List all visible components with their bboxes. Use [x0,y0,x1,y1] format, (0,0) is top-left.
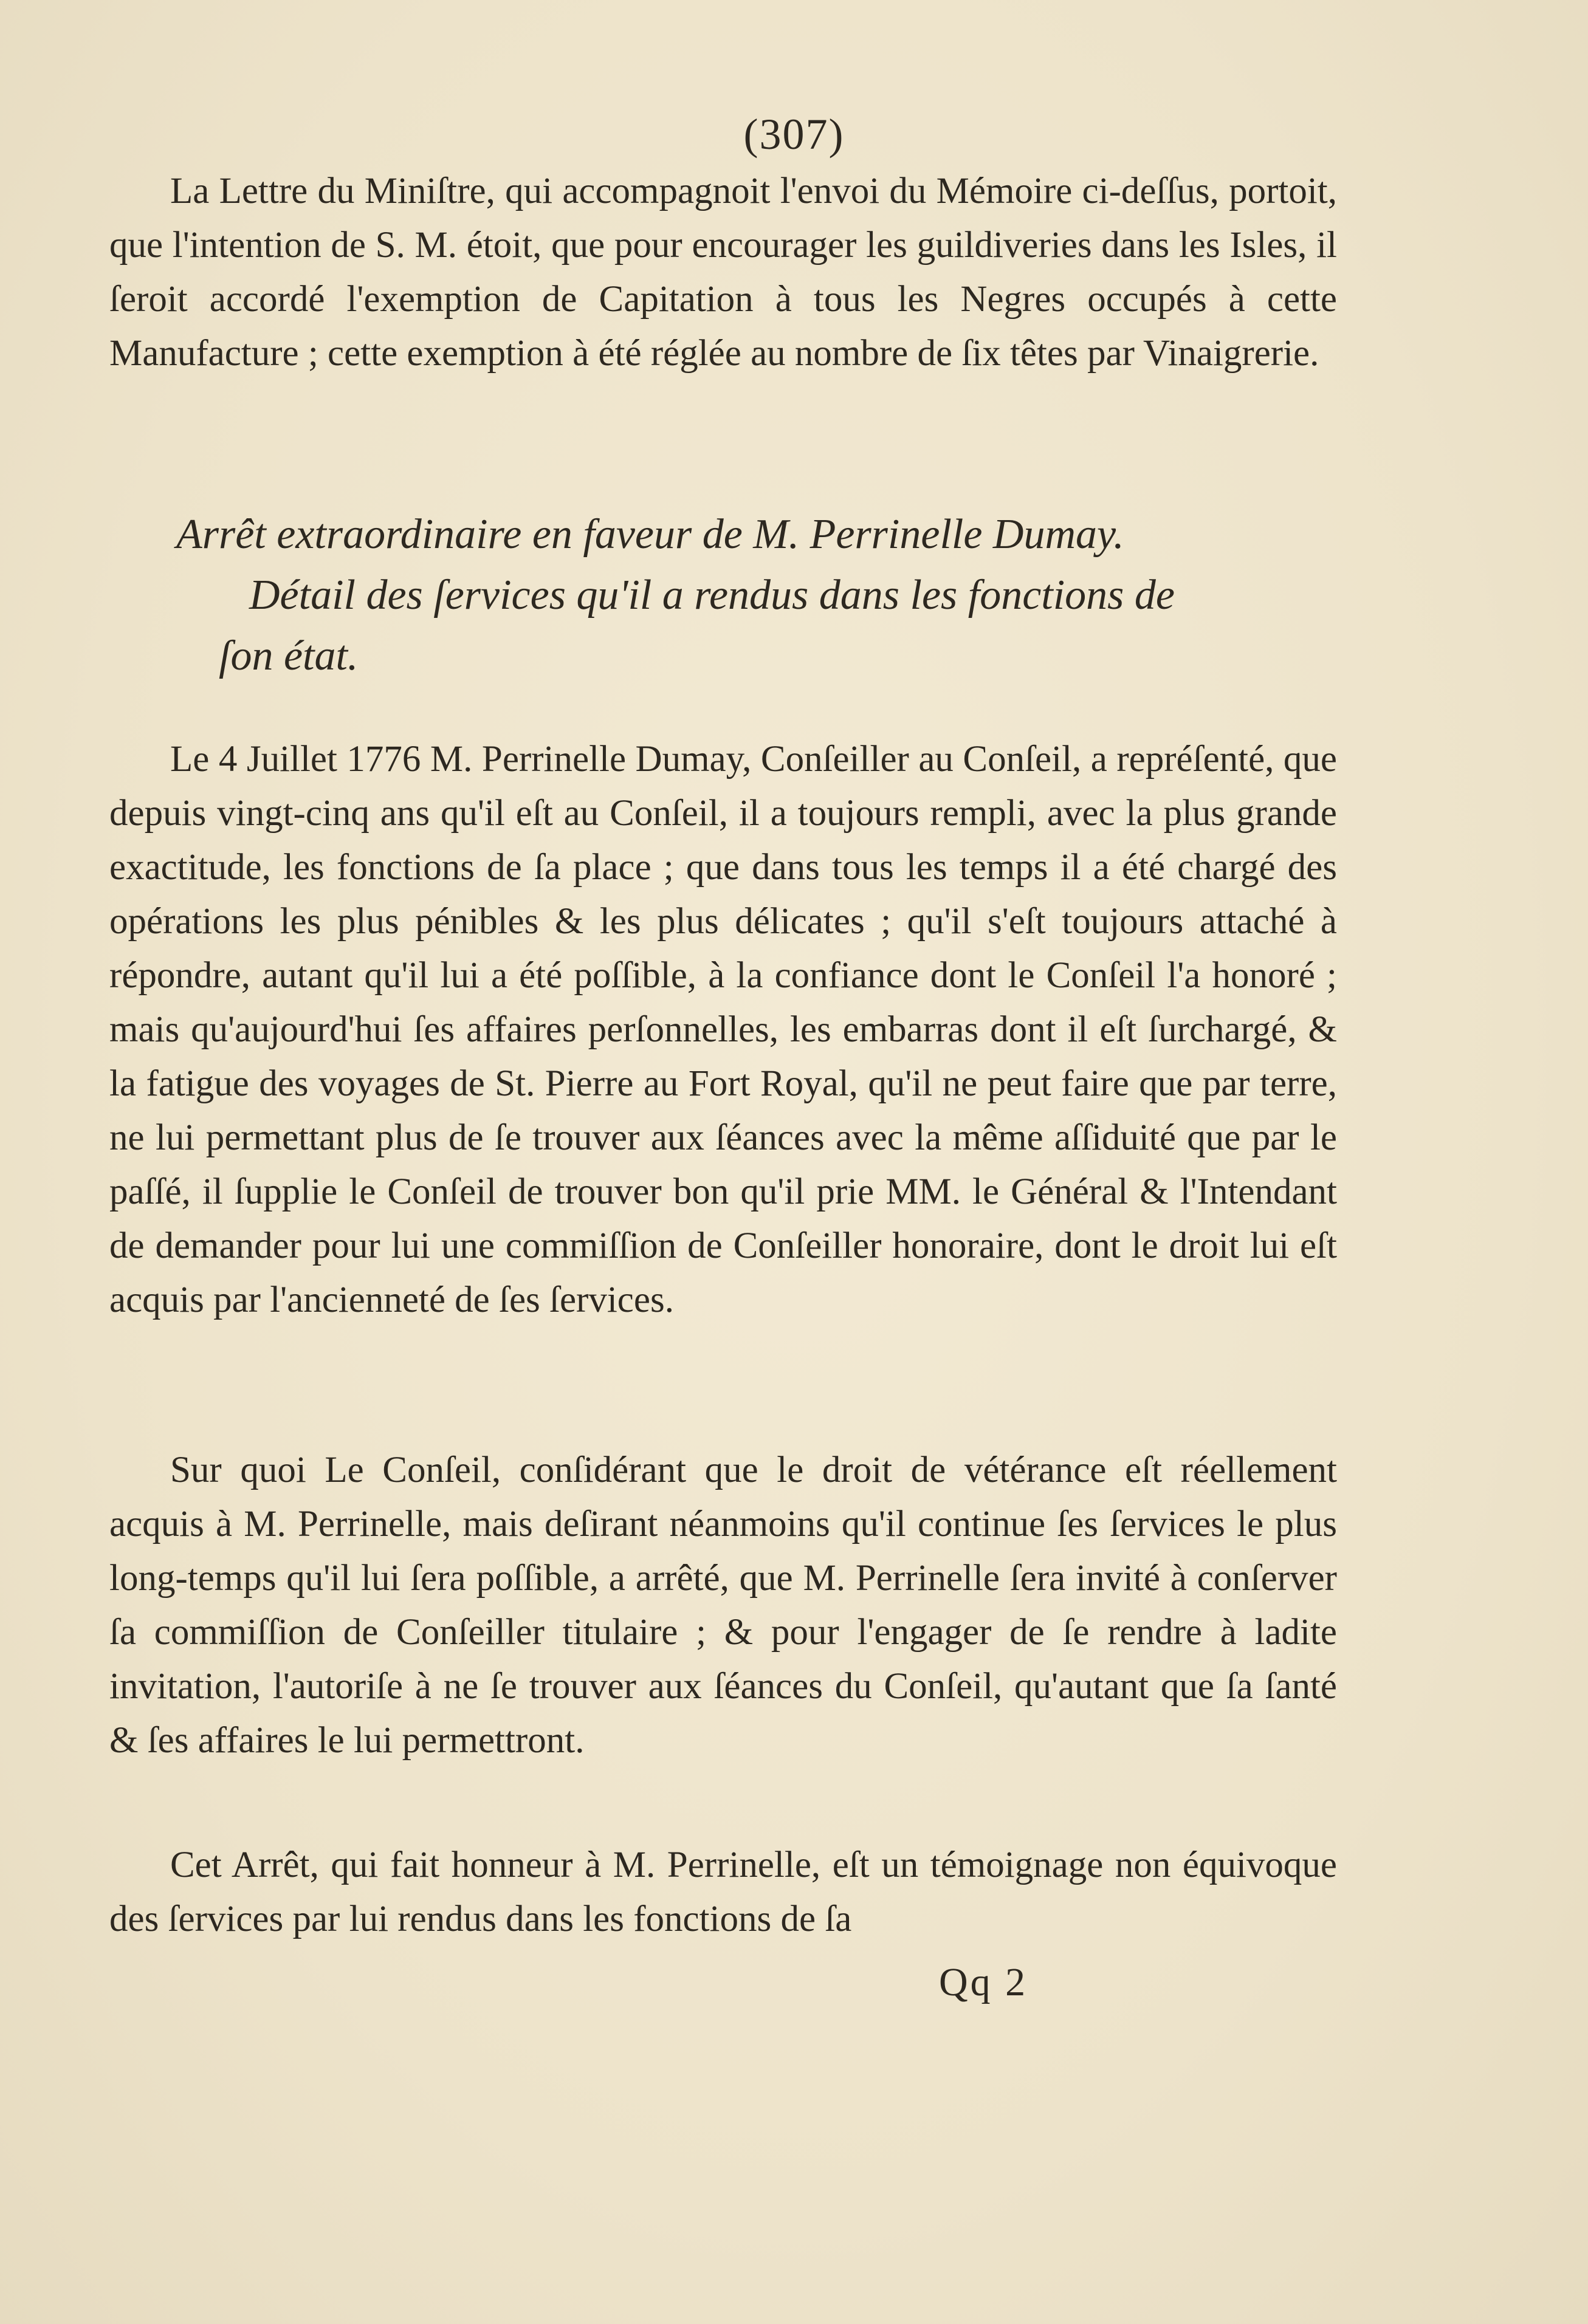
heading-line-1: Arrêt extraordinaire en faveur de M. Perrinelle Dumay. [176,511,1124,558]
heading-line-2: Détail des ſervices qu'il a rendus dans les fonctions de [249,572,1175,619]
paragraph-ministre-letter: La Lettre du Miniſtre, qui accompagnoit l'envoi du Mémoire ci-deſſus, portoit, que l'intention de S. M. étoit, que pour encourager les guildiveries dans les Isles, il ſeroit accordé l'exemption de Capitation à tous les Negres occupés à cette Manufacture ; cette exemption à été réglée au nombre de ſix têtes par Vinaigrerie. [109,171,1337,374]
heading-line-3: ſon état. [219,632,359,679]
paragraph-conclusion: Cet Arrêt, qui fait honneur à M. Perrinelle, eſt un témoignage non équivoque des ſervices par lui rendus dans les fonctions de ſa [109,1845,1337,1939]
signature-mark: Qq 2 [939,1960,1028,2004]
page-number: (307) [743,110,845,159]
paragraph-representation: Le 4 Juillet 1776 M. Perrinelle Dumay, Conſeiller au Conſeil, a repréſenté, que depuis vingt-cinq ans qu'il eſt au Conſeil, il a toujours rempli, avec la plus grande exactitude, les fonctions de ſa place ; que dans tous les temps il a été chargé des opérations les plus pénibles & les plus délicates ; qu'il s'eſt toujours attaché à répondre, autant qu'il lui a été poſſible, à la confiance dont le Conſeil l'a honoré ; mais qu'aujourd'hui ſes affaires perſonnelles, les embarras dont il eſt ſurchargé, & la fatigue des voyages de St. Pierre au Fort Royal, qu'il ne peut faire que par terre, ne lui permettant plus de ſe trouver aux ſéances avec la même aſſiduité que par le paſſé, il ſupplie le Conſeil de trouver bon qu'il prie MM. le Général & l'Intendant de demander pour lui une commiſſion de Conſeiller honoraire, dont le droit lui eſt acquis par l'ancienneté de ſes ſervices. [109,739,1337,1320]
section-heading [176,504,1343,687]
paragraph-decision: Sur quoi Le Conſeil, conſidérant que le droit de vétérance eſt réellement acquis à M. Perrinelle, mais deſirant néanmoins qu'il continue ſes ſervices le plus long-temps qu'il lui ſera poſſible, a arrêté, que M. Perrinelle ſera invité à conſerver ſa commiſſion de Conſeiller titulaire ; & pour l'engager de ſe rendre à ladite invitation, l'autoriſe à ne ſe trouver aux ſéances du Conſeil, qu'autant que ſa ſanté & ſes affaires le lui permettront. [109,1450,1337,1761]
